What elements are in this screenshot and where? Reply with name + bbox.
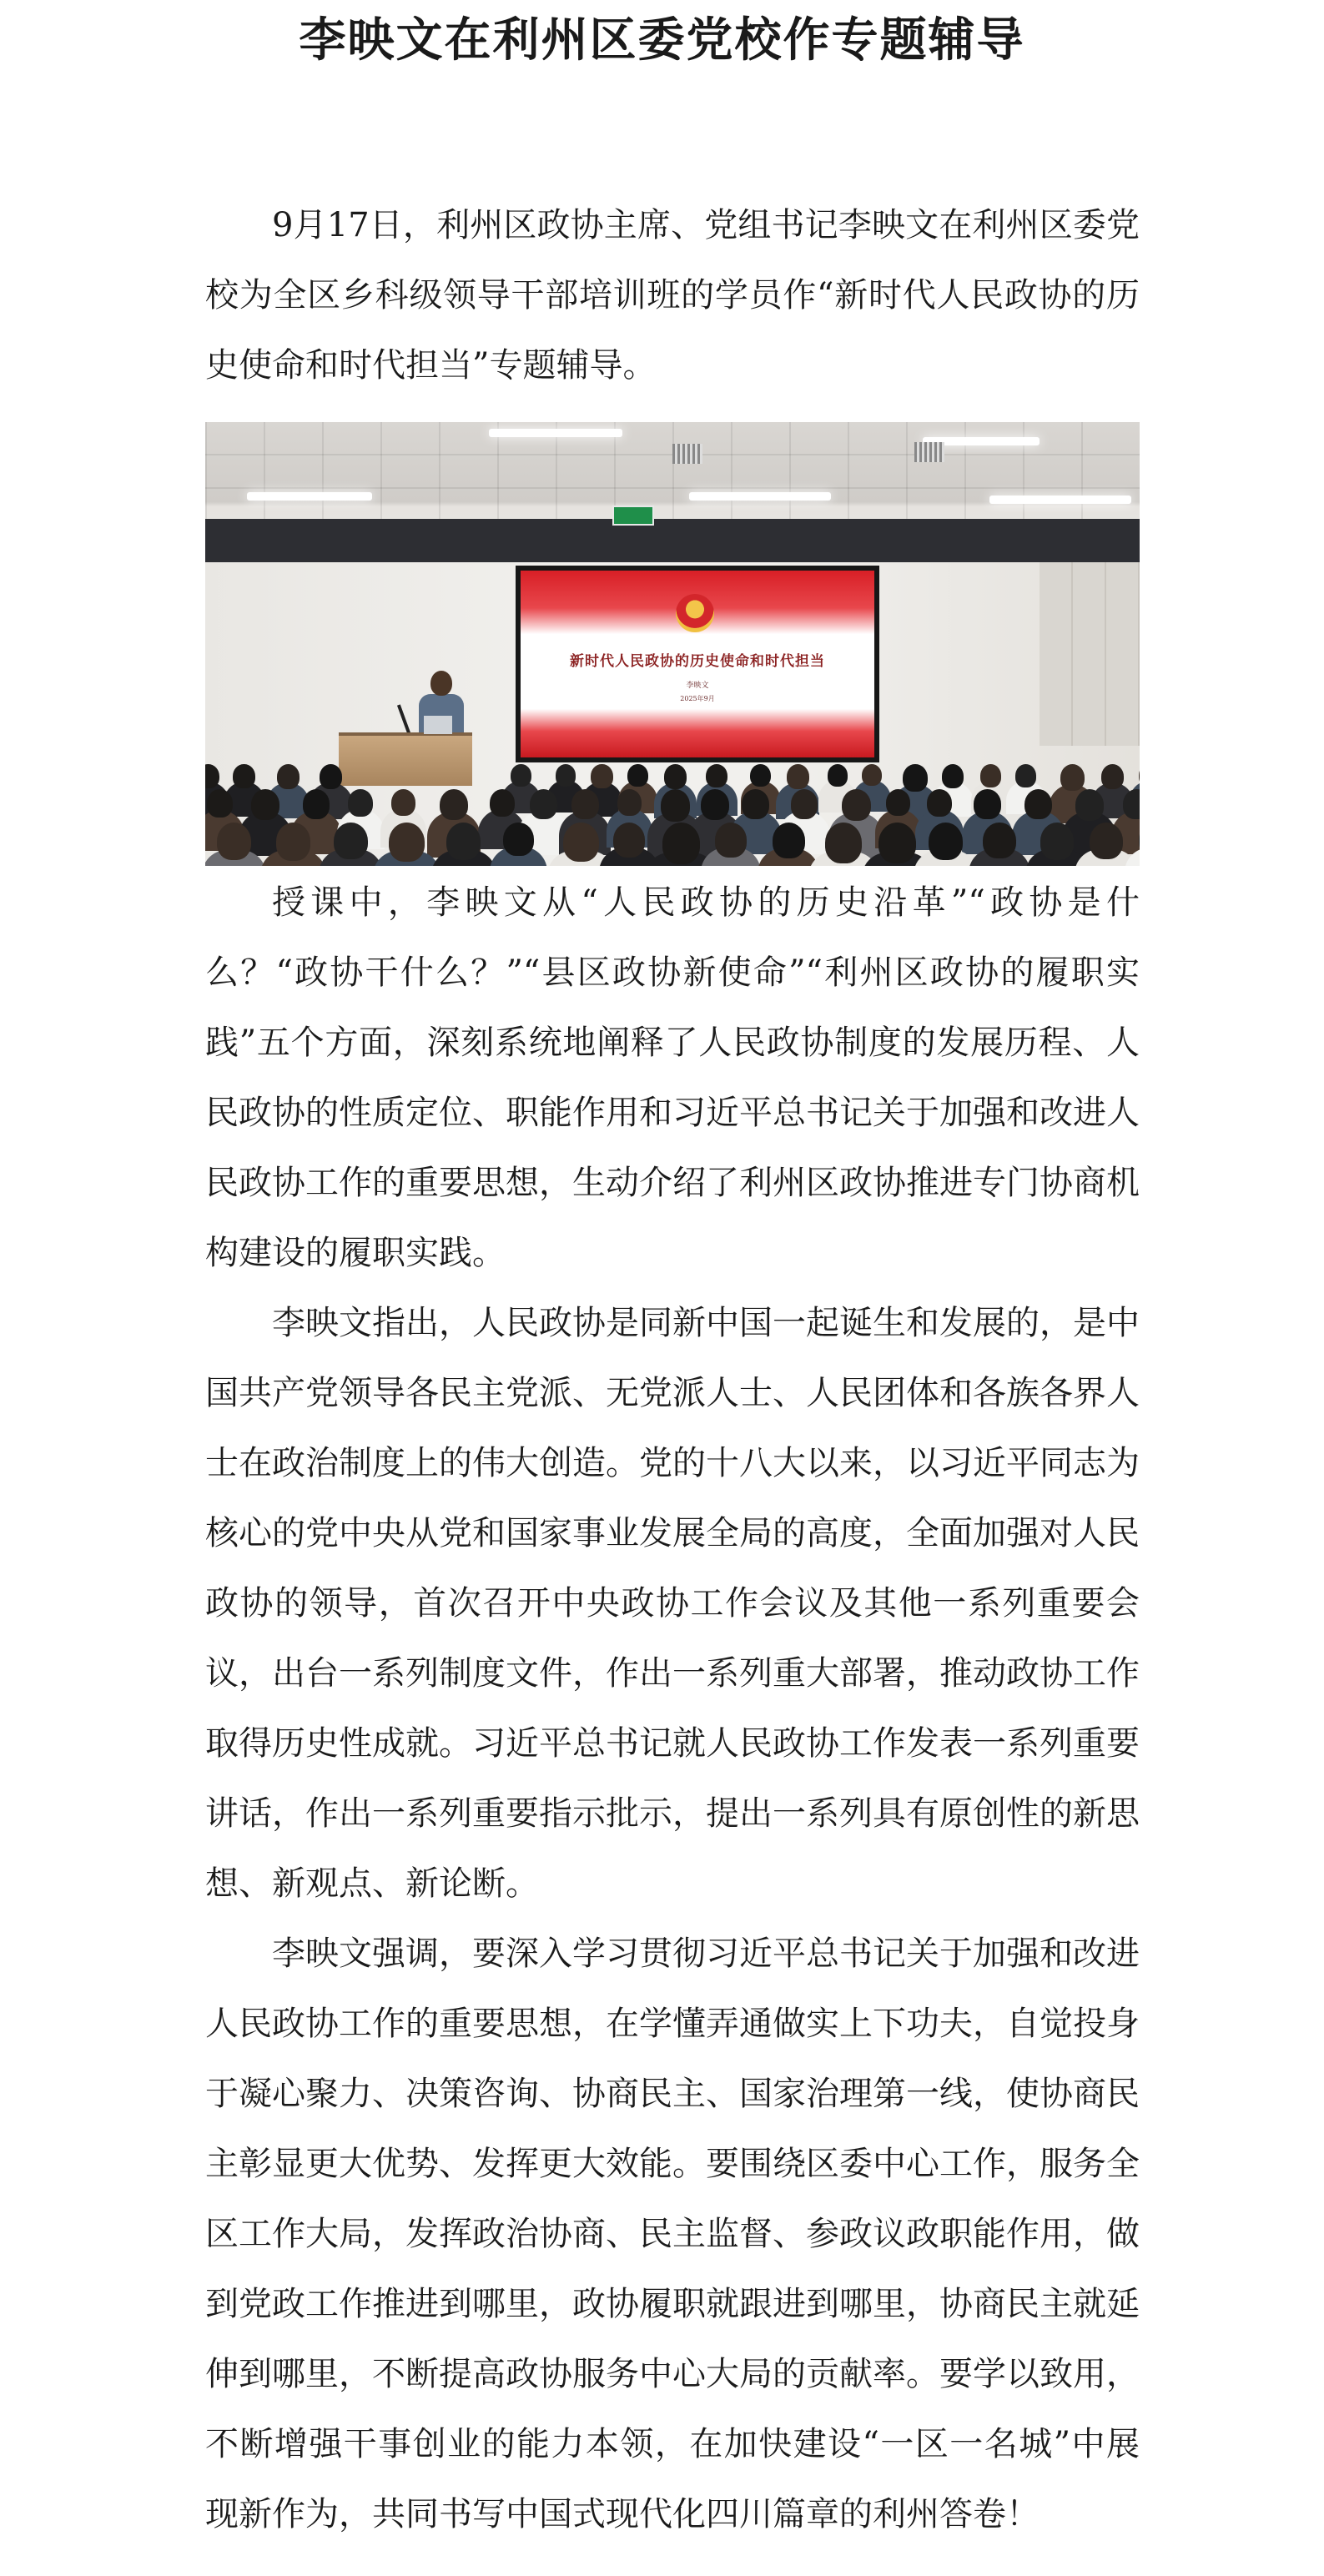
audience-head xyxy=(1101,764,1124,789)
audience-head xyxy=(511,764,531,787)
audience-head xyxy=(276,823,310,861)
audience-head xyxy=(591,764,612,788)
audience-head xyxy=(750,764,771,787)
wall-panel xyxy=(1040,562,1140,746)
audience-head xyxy=(1123,789,1140,819)
audience-head xyxy=(983,823,1015,858)
projection-screen xyxy=(516,566,879,762)
audience-head xyxy=(613,823,645,858)
audience-head xyxy=(440,789,468,820)
audience-head xyxy=(661,789,690,822)
audience-head xyxy=(1040,823,1075,860)
audience-head xyxy=(348,789,373,817)
audience-head xyxy=(664,764,687,789)
audience-head xyxy=(927,789,952,817)
audience-head xyxy=(391,789,415,816)
audience-head xyxy=(773,823,805,858)
audience-head xyxy=(715,823,747,858)
audience-head xyxy=(706,764,727,787)
audience-head xyxy=(942,764,964,788)
audience-head xyxy=(974,789,1000,819)
article-body-intro xyxy=(205,190,1140,400)
presentation-slide xyxy=(521,571,874,757)
audience-head xyxy=(787,764,809,789)
ceiling-light xyxy=(247,492,372,501)
audience-head xyxy=(1090,823,1123,859)
slide-author: 李映文 xyxy=(686,682,709,690)
cppcc-emblem-icon xyxy=(676,594,714,632)
audience-head xyxy=(207,789,233,818)
air-vent-icon xyxy=(672,444,702,464)
audience-head xyxy=(1015,764,1036,787)
slide-date: 2025年9月 xyxy=(680,695,715,702)
laptop-icon xyxy=(424,716,452,734)
audience-head xyxy=(862,764,882,786)
audience-head xyxy=(320,764,343,789)
audience-head xyxy=(1060,764,1085,791)
audience-head xyxy=(1075,789,1104,821)
audience-head xyxy=(742,789,769,819)
page-title: 李映文在利州区委党校作专题辅导 xyxy=(299,13,1025,68)
audience-head xyxy=(217,823,251,860)
audience-head xyxy=(886,789,910,816)
audience-head xyxy=(627,764,648,787)
audience-head xyxy=(233,764,254,788)
audience-head xyxy=(571,789,599,819)
audience-head xyxy=(556,764,576,787)
audience-head xyxy=(828,764,848,787)
ceiling-light xyxy=(489,429,622,437)
audience-head xyxy=(277,764,300,789)
paragraph-intro: 9月17日，利州区政协主席、党组书记李映文在利州区委党校为全区乡科级领导干部培训班的学员作“新时代人民政协的历史使命和时代担当”专题辅导。 xyxy=(205,206,1140,385)
slide-title: 新时代人民政协的历史使命和时代担当 xyxy=(570,653,825,670)
audience-head xyxy=(205,764,219,788)
lecture-photo xyxy=(205,422,1140,866)
audience-head xyxy=(929,823,963,860)
audience-head xyxy=(389,823,425,862)
ceiling-light xyxy=(989,496,1131,504)
audience-head xyxy=(903,764,928,792)
exit-sign-icon xyxy=(612,506,654,526)
audience-head xyxy=(303,789,330,819)
ceiling-light xyxy=(689,492,831,501)
audience-head xyxy=(842,789,871,821)
audience-head xyxy=(503,823,534,856)
audience-head xyxy=(530,789,557,819)
audience-head xyxy=(791,789,818,819)
paragraph-point-out: 李映文指出，人民政协是同新中国一起诞生和发展的，是中国共产党领导各民主党派、无党派人士、人民团体和各族各界人士在政治制度上的伟大创造。党的十八大以来，以习近平同志为核心的党中央从党和国家事业发展全局的高度，全面加强对人民政协的领导，首次召开中央政协工作会议及其他一系列重要会议，出台一系列制度文件，作出一系列重大部署，推动政协工作取得历史性成就。习近平总书记就人民政协工作发表一系列重要讲话，作出一系列重要指示批示，提出一系列具有原创性的新思想、新观点、新论断。 xyxy=(205,1304,1140,1903)
paragraph-overview: 授课中，李映文从“人民政协的历史沿革”“政协是什么？“政协干什么？”“县区政协新使命”“利州区政协的履职实践”五个方面，深刻系统地阐释了人民政协制度的发展历程、人民政协的性质定位、职能作用和习近平总书记关于加强和改进人民政协工作的重要思想，生动介绍了利州区政协推进专门协商机构建设的履职实践。 xyxy=(205,883,1140,1272)
audience-head xyxy=(563,823,599,862)
speaker-head xyxy=(430,671,452,696)
air-vent-icon xyxy=(914,442,944,462)
audience-head xyxy=(825,823,862,863)
audience-head xyxy=(490,789,515,817)
audience-head xyxy=(334,823,367,859)
audience xyxy=(205,739,1140,866)
audience-head xyxy=(617,789,642,816)
audience-head xyxy=(251,789,279,820)
audience-head xyxy=(701,789,729,820)
audience-head xyxy=(662,823,701,864)
audience-head xyxy=(1024,789,1052,819)
audience-head xyxy=(446,823,481,860)
audience-head xyxy=(980,764,1001,787)
article-body-main xyxy=(205,868,1140,2549)
audience-head xyxy=(878,823,916,863)
ceiling-beam xyxy=(205,519,1140,562)
paragraph-emphasis: 李映文强调，要深入学习贯彻习近平总书记关于加强和改进人民政协工作的重要思想，在学懂弄通做实上下功夫，自觉投身于凝心聚力、决策咨询、协商民主、国家治理第一线，使协商民主彰显更大优势、发挥更大效能。要围绕区委中心工作，服务全区工作大局，发挥政治协商、民主监督、参政议政职能作用，做到党政工作推进到哪里，政协履职就跟进到哪里，协商民主就延伸到哪里，不断提高政协服务中心大局的贡献率。要学以致用，不断增强干事创业的能力本领，在加快建设“一区一名城”中展现新作为，共同书写中国式现代化四川篇章的利州答卷！ xyxy=(205,1935,1140,2533)
